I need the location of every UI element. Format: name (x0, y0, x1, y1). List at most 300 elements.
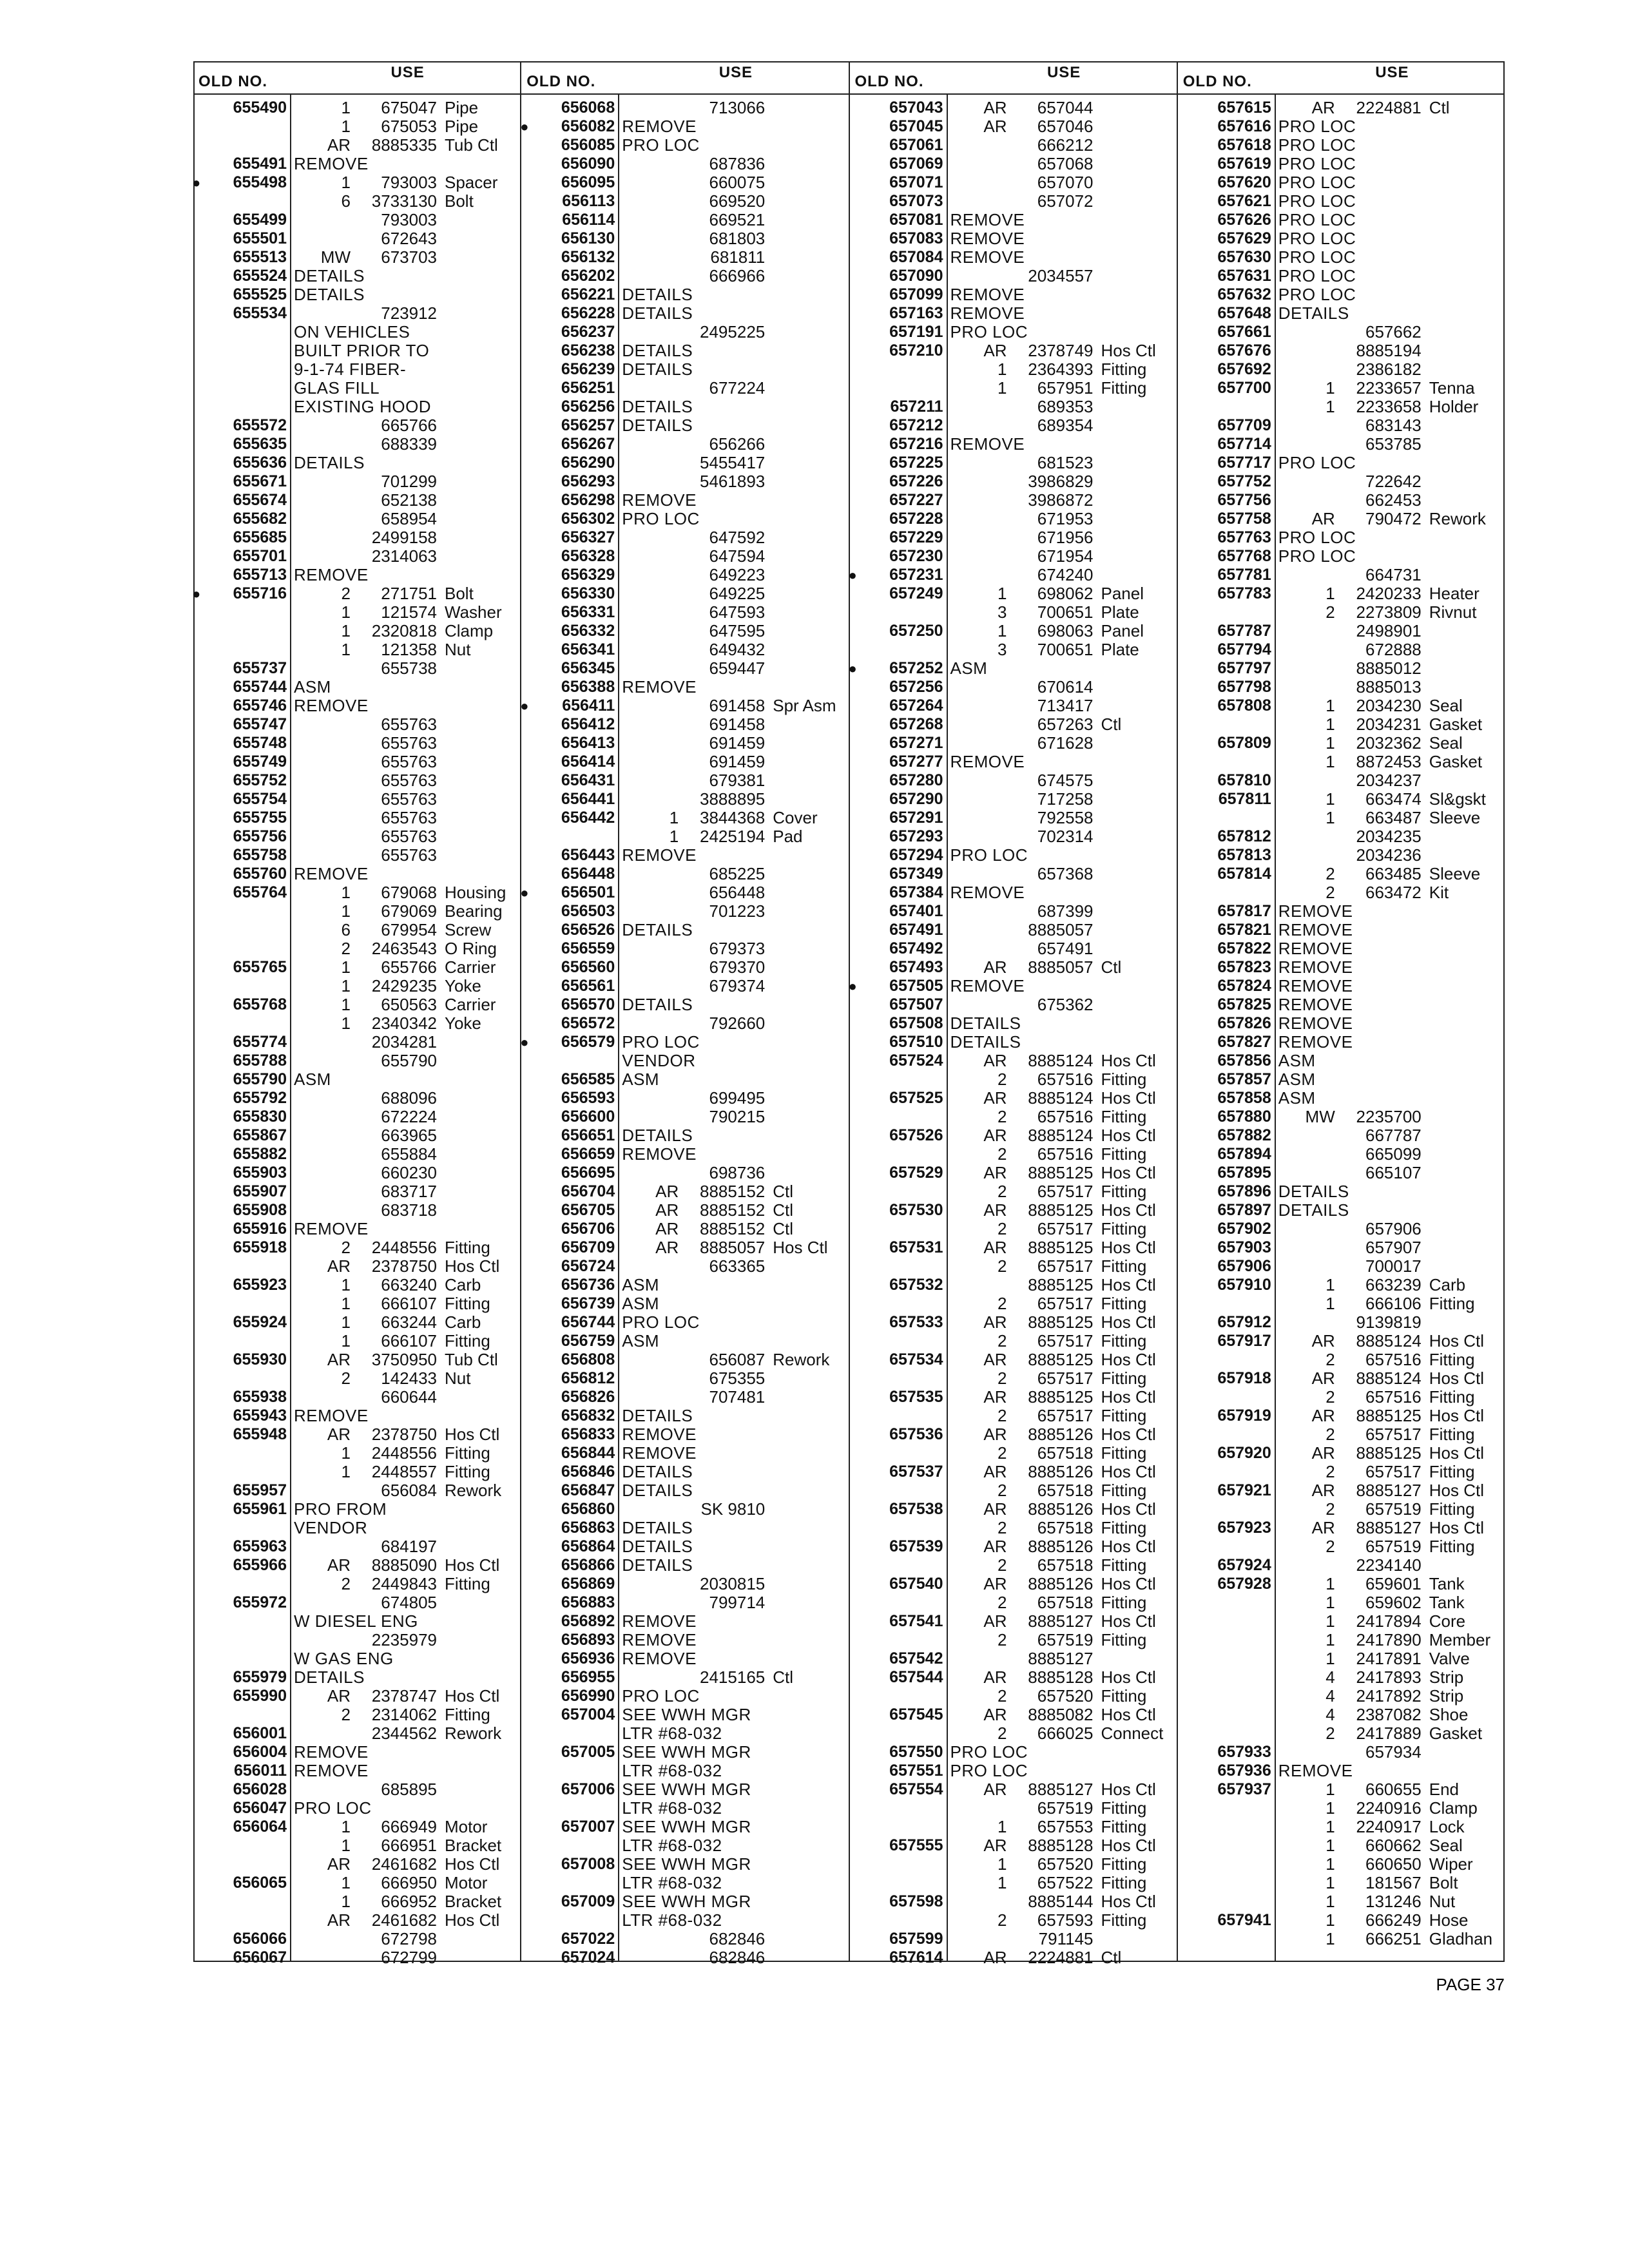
part-description: Nut (445, 640, 471, 659)
old-number: 655774 (233, 1033, 287, 1051)
part-number: 657520 (1037, 1686, 1094, 1706)
use-cell (290, 1257, 520, 1276)
part-description: Housing (445, 883, 506, 902)
table-row (521, 211, 848, 229)
table-row (193, 1724, 520, 1743)
part-number: 8885057 (1028, 957, 1094, 977)
part-number: 666966 (709, 266, 766, 285)
use-cell (618, 678, 848, 697)
table-row (850, 1108, 1177, 1126)
quantity: 1 (341, 1331, 351, 1350)
part-description: Fitting (1101, 1107, 1147, 1126)
use-cell (947, 846, 1177, 865)
part-description: Fitting (1101, 1854, 1147, 1874)
part-number: 663244 (381, 1312, 437, 1332)
part-number: 3888895 (700, 789, 766, 809)
part-description (445, 1948, 520, 1967)
use-cell (290, 1668, 520, 1687)
old-number: 655930 (233, 1350, 287, 1369)
part-description: Fitting (1101, 1406, 1147, 1425)
use-cell (290, 435, 520, 454)
part-number: 8885013 (1356, 677, 1422, 697)
use-cell (947, 192, 1177, 211)
part-number: 8885125 (1028, 1312, 1094, 1332)
use-cell (1275, 1481, 1505, 1500)
part-number: 657519 (1365, 1537, 1422, 1556)
use-cell (290, 1463, 520, 1481)
part-description (445, 1388, 520, 1407)
old-number: 655990 (233, 1687, 287, 1705)
old-number (1178, 753, 1275, 771)
use-cell (618, 771, 848, 790)
use-cell (290, 1126, 520, 1145)
use-note: REMOVE (294, 1406, 369, 1425)
table-row (1178, 285, 1505, 304)
table-row (850, 267, 1177, 285)
old-number: 656267 (561, 435, 615, 453)
use-cell (1275, 958, 1505, 977)
quantity: AR (655, 1238, 679, 1257)
table-row (850, 1780, 1177, 1799)
quantity: 1 (341, 1294, 351, 1313)
quantity: AR (1311, 1518, 1335, 1537)
use-cell (947, 1238, 1177, 1257)
use-note: GLAS FILL (294, 378, 380, 398)
use-cell (1275, 995, 1505, 1014)
table-row (850, 1911, 1177, 1930)
table-row (850, 1687, 1177, 1706)
old-number (521, 1874, 618, 1892)
quantity (1277, 678, 1344, 697)
use-cell (947, 1070, 1177, 1089)
old-number: 657540 (889, 1575, 943, 1593)
part-description (1101, 995, 1177, 1014)
old-number: 657291 (889, 809, 943, 827)
use-note: PRO FROM (294, 1499, 387, 1519)
quantity: 2 (998, 1219, 1007, 1238)
part-description: Hos Ctl (1101, 1088, 1156, 1108)
table-row (850, 1070, 1177, 1089)
table-row (521, 192, 848, 211)
table-row (850, 1276, 1177, 1294)
use-cell (1275, 398, 1505, 416)
part-description: Hos Ctl (1101, 1462, 1156, 1481)
old-number: 655908 (233, 1201, 287, 1219)
use-cell (618, 99, 848, 117)
table-row (193, 827, 520, 846)
part-description (773, 640, 848, 659)
quantity: 1 (341, 1817, 351, 1836)
old-number: 656585 (561, 1070, 615, 1088)
use-cell (290, 229, 520, 248)
table-row (1178, 640, 1505, 659)
old-number (193, 1911, 290, 1930)
old-number: 656114 (562, 211, 615, 229)
old-number (521, 1052, 618, 1070)
use-note: REMOVE (950, 285, 1025, 304)
use-cell (947, 883, 1177, 902)
part-number: 790215 (709, 1107, 766, 1126)
old-number: 657211 (890, 398, 943, 416)
table-row (1178, 1481, 1505, 1500)
use-cell (1275, 1444, 1505, 1463)
table-row (193, 603, 520, 622)
quantity (949, 939, 1016, 958)
use-cell (618, 1089, 848, 1108)
part-description (445, 1108, 520, 1126)
use-cell (947, 1182, 1177, 1201)
column-1 (192, 95, 520, 1967)
table-row (850, 939, 1177, 958)
use-cell (290, 827, 520, 846)
part-description (773, 1089, 848, 1108)
part-number: 679068 (381, 883, 437, 902)
table-row (521, 229, 848, 248)
use-note: 9-1-74 FIBER- (294, 360, 407, 379)
quantity (621, 547, 688, 566)
old-number: 657264 (889, 697, 943, 715)
use-cell (947, 267, 1177, 285)
part-number: 657593 (1037, 1910, 1094, 1930)
quantity: AR (983, 1425, 1007, 1444)
table-row (850, 1500, 1177, 1519)
use-cell (1275, 1631, 1505, 1649)
part-description: Carb (445, 1275, 481, 1294)
use-cell (290, 416, 520, 435)
use-cell (1275, 566, 1505, 584)
part-description (1429, 472, 1505, 491)
quantity (1277, 1126, 1344, 1145)
use-cell (947, 416, 1177, 435)
table-row (1178, 528, 1505, 547)
part-description: Holder (1429, 397, 1479, 416)
table-row (850, 1818, 1177, 1836)
part-number: 8885124 (1356, 1331, 1422, 1350)
use-note: REMOVE (1278, 1014, 1353, 1033)
part-description: Shoe (1429, 1705, 1469, 1724)
quantity: 1 (341, 640, 351, 659)
use-cell (947, 1687, 1177, 1706)
use-cell (618, 977, 848, 995)
old-no-heading: OLD NO. (1182, 73, 1252, 90)
old-number (850, 1332, 947, 1350)
table-row (850, 99, 1177, 117)
use-note: PRO LOC (1278, 247, 1356, 267)
use-cell (618, 1836, 848, 1855)
old-number: 657535 (889, 1388, 943, 1406)
use-cell (1275, 248, 1505, 267)
part-description (1429, 360, 1505, 379)
old-number: 657293 (889, 827, 943, 845)
use-note: PRO LOC (950, 1761, 1028, 1780)
old-number: 656744 (561, 1313, 615, 1331)
part-description: Strip (1429, 1686, 1464, 1706)
quantity: 2 (998, 1518, 1007, 1537)
use-cell (290, 528, 520, 547)
old-number: 657918 (1217, 1369, 1271, 1387)
part-number: 679370 (709, 957, 766, 977)
old-number: 657826 (1217, 1014, 1271, 1032)
part-description (1101, 99, 1177, 117)
use-note: REMOVE (622, 490, 697, 510)
quantity: 1 (1325, 789, 1335, 809)
part-description: Fitting (1101, 1294, 1147, 1313)
table-row (850, 192, 1177, 211)
use-cell (618, 1182, 848, 1201)
old-number: 656228 (561, 304, 615, 322)
old-number (1178, 1668, 1275, 1687)
table-row (193, 715, 520, 734)
part-description: Tub Ctl (445, 135, 498, 155)
table-row (193, 1164, 520, 1182)
old-number: 656047 (233, 1799, 287, 1817)
old-number: 655907 (233, 1182, 287, 1200)
old-number: 657648 (1217, 304, 1271, 322)
use-cell (947, 1575, 1177, 1593)
part-number: 2032362 (1356, 733, 1422, 753)
use-cell (1275, 902, 1505, 921)
part-number: 2499158 (371, 528, 437, 547)
part-number: 671953 (1037, 509, 1094, 528)
part-number: 2034237 (1356, 771, 1422, 790)
table-row (521, 977, 848, 995)
quantity (621, 1350, 688, 1369)
part-number: 8885335 (371, 135, 437, 155)
use-note: REMOVE (622, 845, 697, 865)
old-number: 657507 (889, 995, 943, 1014)
quantity (1277, 1164, 1344, 1182)
quantity (1277, 1743, 1344, 1762)
table-row (193, 790, 520, 809)
use-cell (618, 341, 848, 360)
old-number: 657808 (1217, 697, 1271, 715)
use-note: PRO LOC (622, 509, 700, 528)
part-description: Fitting (445, 1294, 490, 1313)
old-number: 655572 (233, 416, 287, 434)
old-number (850, 1724, 947, 1743)
use-note: DETAILS (622, 303, 693, 323)
quantity (1277, 472, 1344, 491)
use-cell (618, 1350, 848, 1369)
table-row (1178, 435, 1505, 454)
old-number (850, 379, 947, 398)
part-number: 2495225 (700, 322, 766, 341)
part-description (445, 304, 520, 323)
part-description (773, 584, 848, 603)
old-number: 657856 (1217, 1052, 1271, 1070)
use-cell (1275, 491, 1505, 510)
old-number: 656095 (561, 173, 615, 191)
use-heading: USE (390, 64, 425, 81)
table-row (850, 659, 1177, 678)
use-cell (618, 902, 848, 921)
part-description: Hos Ctl (773, 1238, 828, 1257)
quantity (293, 1948, 360, 1967)
table-row (521, 678, 848, 697)
use-note: DETAILS (1278, 1200, 1349, 1220)
table-row (193, 1911, 520, 1930)
old-number: 657228 (889, 510, 943, 528)
part-description (773, 977, 848, 995)
part-number: 657517 (1037, 1406, 1094, 1425)
quantity (1277, 659, 1344, 678)
part-description (1429, 1145, 1505, 1164)
part-number: 657516 (1037, 1070, 1094, 1089)
use-cell (618, 921, 848, 939)
old-number: 655713 (233, 566, 287, 584)
old-number: 655744 (233, 678, 287, 696)
quantity (1277, 771, 1344, 790)
quantity: 2 (1325, 1387, 1335, 1407)
use-cell (947, 659, 1177, 678)
part-number: 707481 (709, 1387, 766, 1407)
quantity: 1 (341, 1312, 351, 1332)
old-number: 655867 (233, 1126, 287, 1144)
part-description: Ctl (1101, 1948, 1122, 1967)
quantity: 2 (998, 1724, 1007, 1743)
quantity: 1 (1325, 1873, 1335, 1892)
use-cell (290, 1762, 520, 1780)
use-cell (618, 229, 848, 248)
old-number: 655760 (233, 865, 287, 883)
use-cell (618, 753, 848, 771)
part-number: 657518 (1037, 1518, 1094, 1537)
old-number: 657936 (1217, 1762, 1271, 1780)
part-description (445, 809, 520, 827)
part-description: Lock (1429, 1817, 1465, 1836)
use-cell (1275, 1126, 1505, 1145)
old-number (850, 1556, 947, 1575)
table-row (1178, 547, 1505, 566)
part-number: 679954 (381, 920, 437, 939)
part-description (445, 1930, 520, 1948)
use-cell (618, 846, 848, 865)
part-description (1101, 416, 1177, 435)
use-cell (1275, 1407, 1505, 1425)
use-cell (1275, 285, 1505, 304)
old-number: 655830 (233, 1108, 287, 1126)
part-number: 8885127 (1028, 1611, 1094, 1631)
use-note: DETAILS (622, 397, 693, 416)
use-cell (290, 1892, 520, 1911)
table-row (1178, 995, 1505, 1014)
part-number: 121574 (381, 602, 437, 622)
use-cell (1275, 1855, 1505, 1874)
old-number: 657252 (889, 659, 943, 677)
old-number (193, 1575, 290, 1593)
quantity (293, 1182, 360, 1201)
part-number: 8885082 (1028, 1705, 1094, 1724)
use-note: PRO LOC (622, 135, 700, 155)
old-number: 657530 (889, 1201, 943, 1219)
table-row (521, 136, 848, 155)
part-number: 663474 (1365, 789, 1422, 809)
part-number: 698063 (1037, 621, 1094, 640)
table-row (1178, 584, 1505, 603)
table-row (1178, 1257, 1505, 1276)
part-number: 8885126 (1028, 1462, 1094, 1481)
use-note: REMOVE (294, 154, 369, 173)
part-description (773, 547, 848, 566)
old-number: 656085 (561, 136, 615, 154)
quantity: AR (983, 1667, 1007, 1687)
part-description (445, 753, 520, 771)
old-number (850, 1294, 947, 1313)
part-number: 723912 (381, 303, 437, 323)
part-number: 657517 (1037, 1219, 1094, 1238)
old-number: 657814 (1217, 865, 1271, 883)
quantity: AR (983, 1948, 1007, 1967)
use-cell (618, 1593, 848, 1612)
quantity (621, 697, 688, 715)
use-cell (618, 323, 848, 341)
table-row (193, 1014, 520, 1033)
use-cell (1275, 99, 1505, 117)
part-description: Wiper (1429, 1854, 1473, 1874)
quantity: 1 (341, 995, 351, 1014)
old-number: 656327 (561, 528, 615, 546)
part-description (773, 155, 848, 173)
old-number (1178, 1593, 1275, 1612)
quantity (1277, 1313, 1344, 1332)
part-number: 3844368 (700, 808, 766, 827)
quantity: AR (983, 1780, 1007, 1799)
part-number: 713066 (709, 98, 766, 117)
use-note: DETAILS (622, 1406, 693, 1425)
use-cell (1275, 1108, 1505, 1126)
old-number: 657781 (1217, 566, 1271, 584)
table-row (521, 1201, 848, 1220)
old-number (1178, 1500, 1275, 1519)
part-description (773, 1108, 848, 1126)
use-note: LTR #68-032 (622, 1873, 722, 1892)
use-cell (1275, 1649, 1505, 1668)
use-cell (1275, 939, 1505, 958)
part-number: 657519 (1037, 1798, 1094, 1818)
part-number: 670614 (1037, 677, 1094, 697)
use-note: DETAILS (622, 1126, 693, 1145)
part-number: 657906 (1365, 1219, 1422, 1238)
use-cell (618, 1780, 848, 1799)
use-cell (618, 547, 848, 566)
use-cell (290, 1500, 520, 1519)
quantity: 6 (341, 920, 351, 939)
table-row (850, 117, 1177, 136)
old-number: 656808 (561, 1350, 615, 1369)
quantity (293, 211, 360, 229)
part-description: Hos Ctl (1101, 1499, 1156, 1519)
old-number: 655923 (233, 1276, 287, 1294)
part-number: 8885127 (1028, 1649, 1094, 1668)
part-description: Carb (1429, 1275, 1466, 1294)
quantity: AR (983, 341, 1007, 360)
part-number: 657516 (1037, 1107, 1094, 1126)
quantity (293, 510, 360, 528)
use-cell (1275, 1537, 1505, 1556)
part-description: Rivnut (1429, 602, 1477, 622)
quantity: 1 (998, 360, 1007, 379)
part-number: 131246 (1365, 1892, 1422, 1911)
use-note: ASM (294, 677, 331, 697)
quantity: 1 (341, 98, 351, 117)
quantity (949, 734, 1016, 753)
old-number: 655671 (233, 472, 287, 490)
quantity (621, 622, 688, 640)
use-heading: USE (1046, 64, 1081, 81)
part-number: 657516 (1365, 1387, 1422, 1407)
old-number: 657787 (1217, 622, 1271, 640)
old-number: 657534 (889, 1350, 943, 1369)
